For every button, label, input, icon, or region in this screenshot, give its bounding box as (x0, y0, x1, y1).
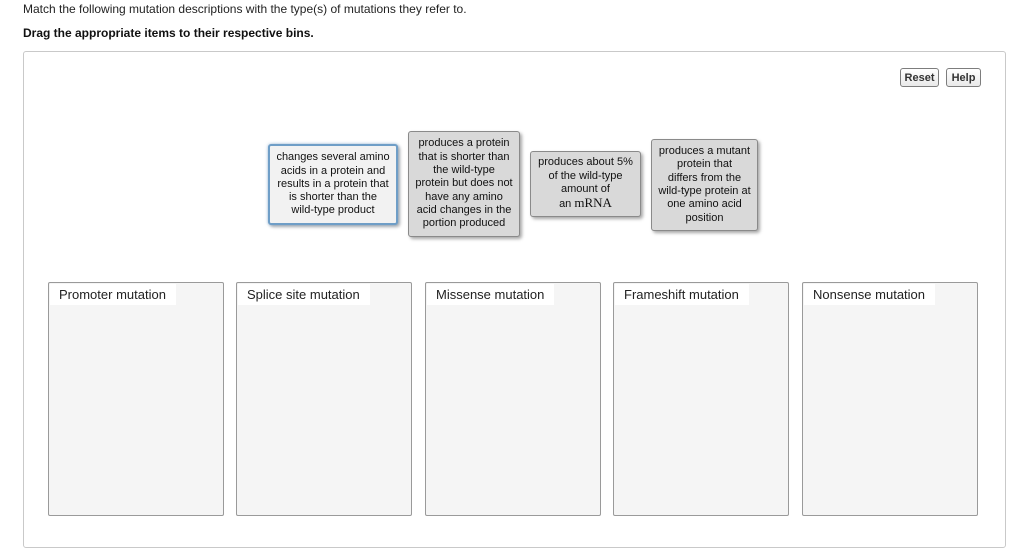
draggable-card[interactable]: changes several amino acids in a protein and results in a protein that is shorter than the wild-type product (268, 144, 398, 225)
bin-promoter-mutation[interactable] (48, 282, 224, 516)
draggable-card[interactable] (530, 151, 641, 217)
reset-button[interactable]: Reset (900, 68, 939, 87)
bin-label: Missense mutation (427, 284, 554, 305)
bin-nonsense-mutation[interactable] (802, 282, 978, 516)
card-text (538, 156, 633, 211)
bin-splice-site-mutation[interactable] (236, 282, 412, 516)
bin-label: Frameshift mutation (615, 284, 749, 305)
instruction-text: Match the following mutation descriptions with the type(s) of mutations they refer to. (23, 2, 467, 16)
bin-label: Splice site mutation (238, 284, 370, 305)
card-text-serif: mRNA (574, 195, 612, 211)
help-button[interactable]: Help (946, 68, 981, 87)
draggable-card[interactable]: produces a protein that is shorter than the wild-type protein but does not have any amino acid changes in the portion produced (408, 131, 520, 237)
card-text-part: produces about 5% of the wild-type amount of an (538, 156, 633, 211)
instruction-directive: Drag the appropriate items to their respective bins. (23, 26, 314, 40)
bin-label: Promoter mutation (50, 284, 176, 305)
bin-missense-mutation[interactable] (425, 282, 601, 516)
bin-label: Nonsense mutation (804, 284, 935, 305)
bin-frameshift-mutation[interactable] (613, 282, 789, 516)
draggable-card[interactable]: produces a mutant protein that differs from the wild-type protein at one amino acid position (651, 139, 758, 231)
